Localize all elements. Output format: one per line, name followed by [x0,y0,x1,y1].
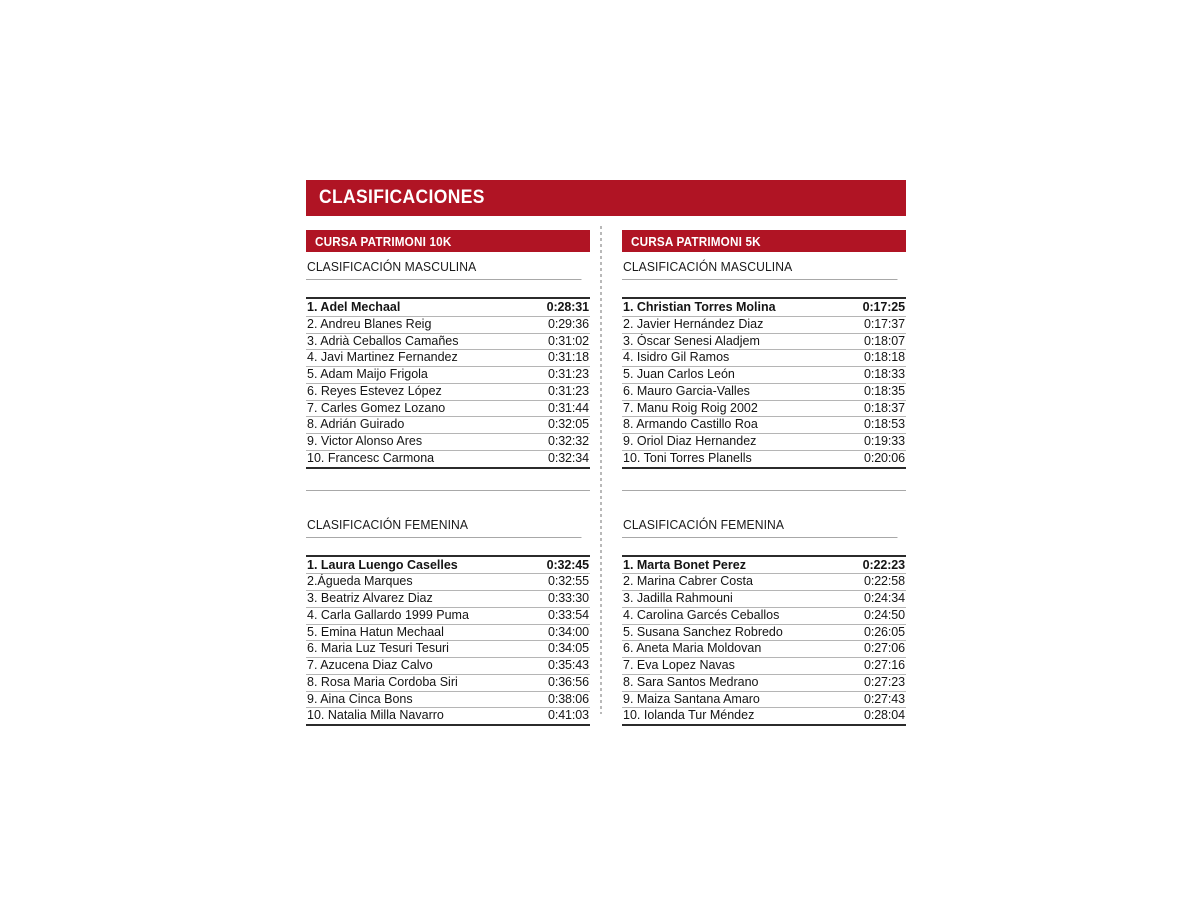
runner-time: 0:41:03 [526,708,590,725]
runner-name: 5. Susana Sanchez Robredo [622,624,842,641]
table-row [622,333,906,350]
runner-time: 0:18:35 [842,383,906,400]
runner-name: 6. Mauro Garcia-Valles [622,383,842,400]
runner-name: 10. Iolanda Tur Méndez [622,708,842,725]
table-row [306,316,590,333]
page-title: CLASIFICACIONES [319,187,485,208]
runner-time: 0:32:34 [526,450,590,467]
spacer [622,491,906,510]
results-body-5k-femenina [622,556,906,726]
table-row [622,316,906,333]
runner-time: 0:32:45 [526,556,590,574]
race-title-5k: CURSA PATRIMONI 5K [631,233,761,249]
results-body-10k-femenina [306,556,590,726]
table-row [622,383,906,400]
runner-time: 0:19:33 [842,434,906,451]
runner-time: 0:31:18 [526,350,590,367]
runner-time: 0:27:16 [842,658,906,675]
table-row [622,658,906,675]
runner-name: 3. Beatriz Alvarez Diaz [306,591,526,608]
runner-name: 7. Carles Gomez Lozano [306,400,526,417]
table-row [306,298,590,316]
runner-time: 0:34:05 [526,641,590,658]
runner-name: 9. Oriol Diaz Hernandez [622,434,842,451]
runner-name: 4. Javi Martinez Fernandez [306,350,526,367]
runner-time: 0:36:56 [526,674,590,691]
category-heading-10k-femenina: CLASIFICACIÓN FEMENINA [306,510,581,538]
runner-time: 0:24:50 [842,607,906,624]
runner-name: 2. Marina Cabrer Costa [622,574,842,591]
runner-time: 0:27:06 [842,641,906,658]
runner-time: 0:38:06 [526,691,590,708]
table-row [622,624,906,641]
runner-name: 4. Carolina Garcés Ceballos [622,607,842,624]
runner-time: 0:22:58 [842,574,906,591]
table-row [622,607,906,624]
runner-time: 0:32:32 [526,434,590,451]
runner-name: 2. Javier Hernández Diaz [622,316,842,333]
table-row [306,658,590,675]
table-row [622,691,906,708]
runner-time: 0:17:37 [842,316,906,333]
table-row [306,674,590,691]
runner-time: 0:33:30 [526,591,590,608]
runner-name: 1. Laura Luengo Caselles [306,556,526,574]
runner-name: 1. Adel Mechaal [306,298,526,316]
runner-name: 5. Juan Carlos León [622,367,842,384]
runner-time: 0:31:23 [526,383,590,400]
table-row [306,708,590,725]
table-row [622,400,906,417]
category-heading-5k-masculina: CLASIFICACIÓN MASCULINA [622,252,897,280]
runner-name: 8. Sara Santos Medrano [622,674,842,691]
results-body-10k-masculina [306,298,590,468]
spacer [306,538,590,555]
table-row [622,450,906,467]
runner-time: 0:18:53 [842,417,906,434]
runner-name: 4. Isidro Gil Ramos [622,350,842,367]
table-row [306,450,590,467]
runner-time: 0:26:05 [842,624,906,641]
spacer [306,491,590,510]
runner-time: 0:29:36 [526,316,590,333]
table-row [622,367,906,384]
race-column-10k [306,230,590,726]
runner-time: 0:20:06 [842,450,906,467]
runner-name: 7. Manu Roig Roig 2002 [622,400,842,417]
runner-name: 5. Adam Maijo Frigola [306,367,526,384]
table-row [306,434,590,451]
runner-name: 7. Eva Lopez Navas [622,658,842,675]
table-row [622,674,906,691]
runner-time: 0:32:55 [526,574,590,591]
runner-name: 3. Jadilla Rahmouni [622,591,842,608]
runner-time: 0:24:34 [842,591,906,608]
table-row [622,574,906,591]
runner-time: 0:31:23 [526,367,590,384]
spacer [622,280,906,297]
table-row [306,383,590,400]
table-row [306,367,590,384]
table-row [306,350,590,367]
table-row [306,574,590,591]
runner-time: 0:18:33 [842,367,906,384]
runner-name: 6. Reyes Estevez López [306,383,526,400]
main-header-bar [306,180,906,216]
runner-name: 6. Aneta Maria Moldovan [622,641,842,658]
runner-name: 3. Adrià Ceballos Camañes [306,333,526,350]
runner-name: 10. Toni Torres Planells [622,450,842,467]
results-table-10k-femenina [306,555,590,727]
race-title-bar-10k [306,230,590,252]
runner-time: 0:18:07 [842,333,906,350]
runner-time: 0:28:31 [526,298,590,316]
runner-name: 1. Christian Torres Molina [622,298,842,316]
race-title-bar-5k [622,230,906,252]
table-row [306,417,590,434]
runner-name: 4. Carla Gallardo 1999 Puma [306,607,526,624]
table-row [622,434,906,451]
table-row [622,708,906,725]
runner-name: 6. Maria Luz Tesuri Tesuri [306,641,526,658]
runner-name: 10. Natalia Milla Navarro [306,708,526,725]
runner-time: 0:31:44 [526,400,590,417]
race-column-5k [622,230,906,726]
runner-name: 9. Victor Alonso Ares [306,434,526,451]
runner-time: 0:31:02 [526,333,590,350]
table-row [622,641,906,658]
runner-name: 7. Azucena Diaz Calvo [306,658,526,675]
runner-name: 9. Aina Cinca Bons [306,691,526,708]
runner-name: 8. Armando Castillo Roa [622,417,842,434]
runner-name: 8. Rosa Maria Cordoba Siri [306,674,526,691]
runner-name: 10. Francesc Carmona [306,450,526,467]
section-separator-rule [622,469,906,491]
runner-time: 0:27:43 [842,691,906,708]
runner-time: 0:17:25 [842,298,906,316]
results-table-5k-masculina [622,297,906,469]
table-row [306,556,590,574]
runner-name: 8. Adrián Guirado [306,417,526,434]
runner-time: 0:28:04 [842,708,906,725]
runner-time: 0:18:37 [842,400,906,417]
category-heading-5k-femenina: CLASIFICACIÓN FEMENINA [622,510,897,538]
category-heading-10k-masculina: CLASIFICACIÓN MASCULINA [306,252,581,280]
runner-time: 0:33:54 [526,607,590,624]
table-row [622,350,906,367]
runner-name: 5. Emina Hatun Mechaal [306,624,526,641]
table-row [306,691,590,708]
table-row [306,607,590,624]
spacer [306,280,590,297]
runner-name: 2. Andreu Blanes Reig [306,316,526,333]
results-table-5k-femenina [622,555,906,727]
runner-time: 0:18:18 [842,350,906,367]
runner-name: 2.Águeda Marques [306,574,526,591]
runner-time: 0:32:05 [526,417,590,434]
column-divider [600,226,602,714]
table-row [622,417,906,434]
race-title-10k: CURSA PATRIMONI 10K [315,233,452,249]
runner-time: 0:35:43 [526,658,590,675]
table-row [306,591,590,608]
table-row [622,298,906,316]
results-body-5k-masculina [622,298,906,468]
spacer [622,538,906,555]
runner-time: 0:27:23 [842,674,906,691]
table-row [306,400,590,417]
table-row [306,333,590,350]
table-row [622,556,906,574]
runner-time: 0:34:00 [526,624,590,641]
section-separator-rule [306,469,590,491]
table-row [306,624,590,641]
runner-name: 3. Óscar Senesi Aladjem [622,333,842,350]
results-columns [306,230,906,726]
runner-name: 9. Maiza Santana Amaro [622,691,842,708]
clasificaciones-infographic [306,180,906,726]
runner-name: 1. Marta Bonet Perez [622,556,842,574]
table-row [622,591,906,608]
results-table-10k-masculina [306,297,590,469]
table-row [306,641,590,658]
runner-time: 0:22:23 [842,556,906,574]
